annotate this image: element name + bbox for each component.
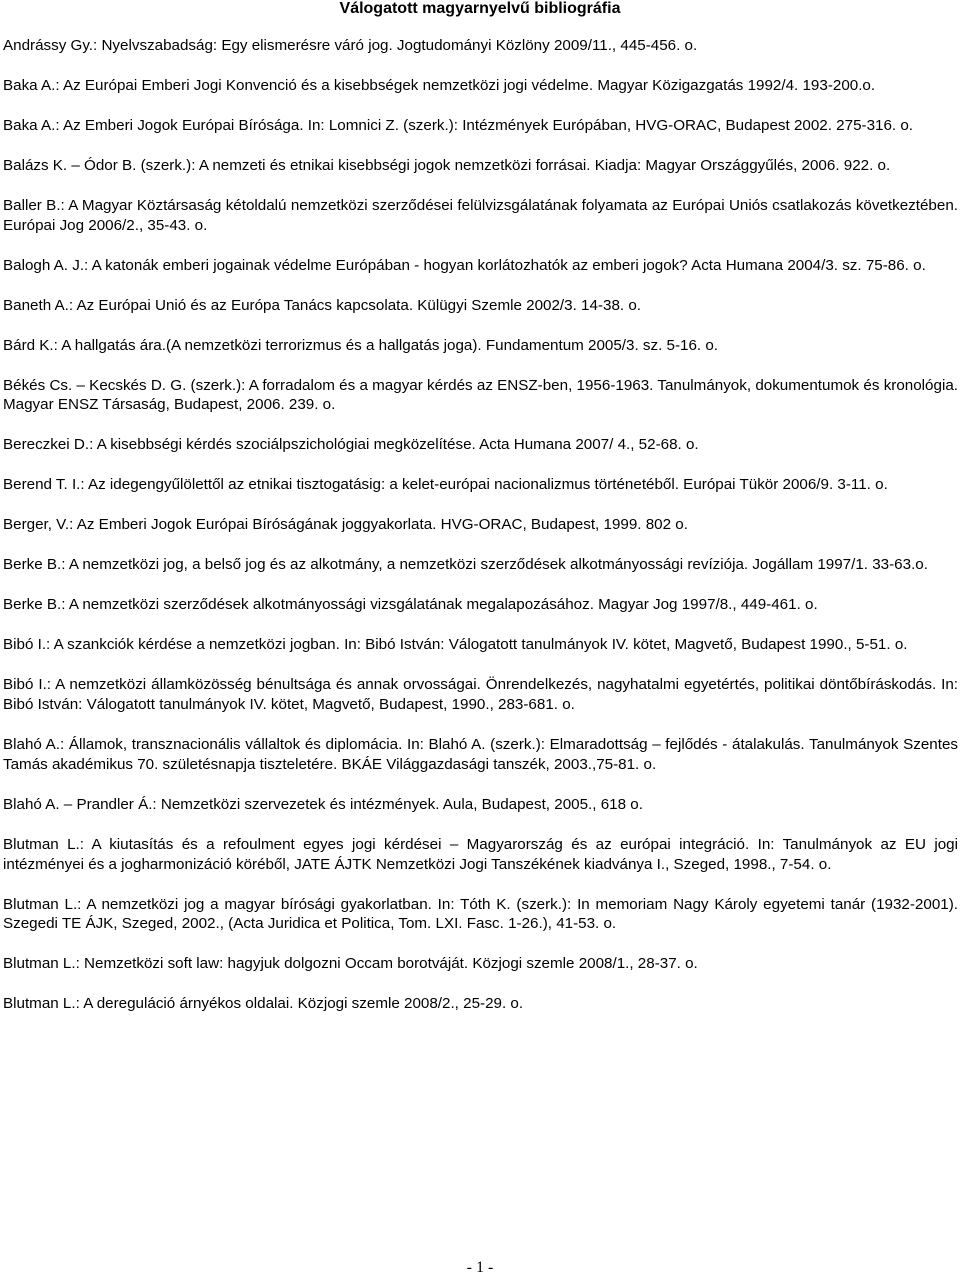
bibliography-entry: Bibó I.: A nemzetközi államközösség bénultsága és annak orvosságai. Önrendelkezés, nagyhatalmi egyetértés, politikai döntőbíráskodás. In: Bibó István: Válogatott tanulmányok IV. kötet, Magvető, Budapest, 1990., 283-681. o. [3, 676, 958, 714]
bibliography-entry: Baka A.: Az Emberi Jogok Európai Bírósága. In: Lomnici Z. (szerk.): Intézmények Európában, HVG-ORAC, Budapest 2002. 275-316. o. [3, 117, 914, 134]
bibliography-entry: Blutman L.: Nemzetközi soft law: hagyjuk dolgozni Occam borotváját. Közjogi szemle 2008/1., 28-37. o. [3, 955, 698, 973]
bibliography-entry: Berend T. I.: Az idegengyűlölettől az etnikai tisztogatásig: a kelet-európai nacionalizmus történetéből. Európai Tükör 2006/9. 3-11. o. [3, 476, 888, 494]
bibliography-entry: Baneth A.: Az Európai Unió és az Európa Tanács kapcsolata. Külügyi Szemle 2002/3. 14-38. o. [3, 296, 641, 314]
bibliography-entry: Baller B.: A Magyar Köztársaság kétoldalú nemzetközi szerződései felülvizsgálatának folyamata az Európai Uniós csatlakozás következtében. Európai Jog 2006/2., 35-43. o. [3, 197, 958, 234]
bibliography-entry: Berke B.: A nemzetközi jog, a belső jog és az alkotmány, a nemzetközi szerződések alkotmányossági revíziója. Jogállam 1997/1. 33-63.o. [3, 556, 928, 574]
bibliography-entry: Berger, V.: Az Emberi Jogok Európai Bíróságának joggyakorlata. HVG-ORAC, Budapest, 1999. 802 o. [3, 516, 688, 534]
bibliography-entry: Blahó A.: Államok, transznacionális vállaltok és diplomácia. In: Blahó A. (szerk.): Elmaradottság – fejlődés - átalakulás. Tanulmányok Szentes Tamás akadémikus 70. születésnapja tiszteletére. BKÁE Világgazdasági tanszék, 2003.,75-81. o. [3, 736, 958, 773]
bibliography-entry: Bárd K.: A hallgatás ára.(A nemzetközi terrorizmus és a hallgatás joga). Fundamentum 2005/3. sz. 5-16. o. [3, 336, 719, 354]
bibliography-entry: Blutman L.: A kiutasítás és a refoulment egyes jogi kérdései – Magyarország és az európai integráció. In: Tanulmányok az EU jogi intézményei és a jogharmonizáció köréből, JATE ÁJTK Nemzetközi Jogi Tanszékének kiadványa I., Szeged, 1998., 7-54. o. [3, 835, 958, 873]
bibliography-entry: Blutman L.: A dereguláció árnyékos oldalai. Közjogi szemle 2008/2., 25-29. o. [3, 995, 524, 1013]
page-title: Válogatott magyarnyelvű bibliográfia [339, 0, 621, 17]
bibliography-entry: Bereczkei D.: A kisebbségi kérdés szociálpszichológiai megközelítése. Acta Humana 2007/ 4., 52-68. o. [3, 436, 699, 454]
bibliography-entry: Baka A.: Az Európai Emberi Jogi Konvenció és a kisebbségek nemzetközi jogi védelme. Magyar Közigazgatás 1992/4. 193-200.o. [3, 77, 876, 94]
bibliography-entry: Blutman L.: A nemzetközi jog a magyar bírósági gyakorlatban. In: Tóth K. (szerk.): In memoriam Nagy Károly egyetemi tanár (1932-2001). Szegedi TE ÁJK, Szeged, 2002., (Acta Juridica et Politica, Tom. LXI. Fasc. 1-26.), 41-53. o. [3, 895, 958, 933]
bibliography-entry: Bibó I.: A szankciók kérdése a nemzetközi jogban. In: Bibó István: Válogatott tanulmányok IV. kötet, Magvető, Budapest 1990., 5-51. o. [3, 636, 908, 654]
bibliography-entry: Balogh A. J.: A katonák emberi jogainak védelme Európában - hogyan korlátozhatók az emberi jogok? Acta Humana 2004/3. sz. 75-86. o. [3, 256, 926, 274]
bibliography-entry: Andrássy Gy.: Nyelvszabadság: Egy elismerésre váró jog. Jogtudományi Közlöny 2009/11., 445-456. o. [3, 37, 698, 54]
bibliography-entry: Balázs K. – Ódor B. (szerk.): A nemzeti és etnikai kisebbségi jogok nemzetközi forrásai. Kiadja: Magyar Országgyűlés, 2006. 922. o. [3, 157, 891, 174]
bibliography-entry: Berke B.: A nemzetközi szerződések alkotmányossági vizsgálatának megalapozásához. Magyar Jog 1997/8., 449-461. o. [3, 596, 818, 614]
bibliography-entry: Békés Cs. – Kecskés D. G. (szerk.): A forradalom és a magyar kérdés az ENSZ-ben, 1956-1963. Tanulmányok, dokumentumok és kronológia. Magyar ENSZ Társaság, Budapest, 2006. 239. o. [3, 376, 958, 414]
bibliography-entry: Blahó A. – Prandler Á.: Nemzetközi szervezetek és intézmények. Aula, Budapest, 2005., 618 o. [3, 795, 643, 813]
bibliography-list [3, 36, 958, 1034]
page-number: - 1 - [466, 1259, 494, 1276]
